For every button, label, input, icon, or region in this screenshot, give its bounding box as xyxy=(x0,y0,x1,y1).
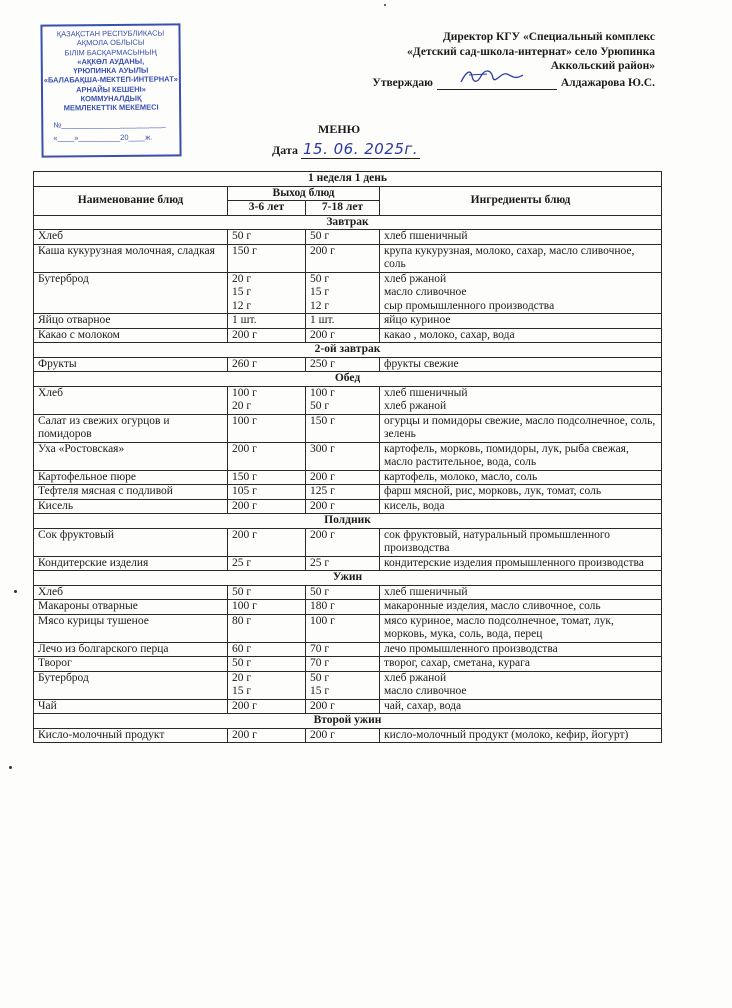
page-title: МЕНЮ xyxy=(318,122,361,136)
portion-7-18: 200 г xyxy=(310,499,335,512)
portion-3-6: 260 г xyxy=(232,357,257,370)
portion-3-6: 200 г xyxy=(232,442,257,455)
meal-section-row xyxy=(34,514,662,529)
menu-row xyxy=(34,614,662,642)
approval-header xyxy=(372,30,655,90)
portion-7-18: 50 г xyxy=(310,230,330,242)
meal-section-title: Завтрак xyxy=(34,215,662,230)
portion-3-6-cell xyxy=(228,699,306,714)
stamp-line: «АҚКӨЛ АУДАНЫ, xyxy=(77,56,145,67)
portion-3-6: 20 г xyxy=(232,671,252,684)
portion-3-6: 50 г xyxy=(232,657,252,669)
meal-section-title: Полдник xyxy=(34,514,662,529)
stamp-number-line: №_________________________ xyxy=(53,119,166,130)
portion-3-6-cell xyxy=(228,230,306,245)
ingredients: кондитерские изделия промышленного производства xyxy=(384,556,644,569)
ingredients-cell xyxy=(380,272,662,314)
ingredients-cell xyxy=(380,699,662,714)
header-line-3: Аккольский район» xyxy=(550,60,655,72)
ingredients: огурцы и помидоры свежие, масло подсолнечное, соль, зелень xyxy=(384,414,656,440)
dish-name: Творог xyxy=(34,657,228,672)
portion-7-18: 100 г xyxy=(310,614,335,627)
portion-7-18: 70 г xyxy=(310,657,330,669)
dish-name: Хлеб xyxy=(34,386,228,414)
dish-name: Картофельное пюре xyxy=(34,470,228,485)
ingredients: кисло-молочный продукт (молоко, кефир, йогурт) xyxy=(384,728,629,741)
ingredients: масло сливочное xyxy=(384,286,467,298)
ingredients: макаронные изделия, масло сливочное, соль xyxy=(384,600,601,612)
ingredients: хлеб ржаной xyxy=(384,671,447,684)
portion-7-18: 1 шт. xyxy=(310,314,335,326)
week-day-header: 1 неделя 1 день xyxy=(34,172,662,187)
stamp-line: ҮРЮПИНКА АУЫЛЫ xyxy=(73,65,149,76)
portion-7-18-cell xyxy=(306,386,380,414)
ingredients-cell xyxy=(380,642,662,657)
meal-section-title: 2-ой завтрак xyxy=(34,343,662,358)
dish-name: Лечо из болгарского перца xyxy=(34,642,228,657)
dish-name: Каша кукурузная молочная, сладкая xyxy=(34,244,228,272)
stamp-line: АРНАЙЫ КЕШЕНІ» xyxy=(76,84,146,95)
menu-row xyxy=(34,485,662,500)
portion-3-6-cell xyxy=(228,671,306,699)
menu-row xyxy=(34,728,662,743)
ingredients: лечо промышленного производства xyxy=(384,642,558,655)
portion-7-18: 50 г xyxy=(310,671,330,684)
portion-3-6: 200 г xyxy=(232,528,257,541)
dish-name: Тефтеля мясная с подливой xyxy=(34,485,228,500)
output-column-header: Выход блюд xyxy=(228,186,380,201)
portion-7-18: 200 г xyxy=(310,728,335,741)
portion-7-18-cell xyxy=(306,470,380,485)
menu-row xyxy=(34,556,662,571)
ingredients: яйцо куриное xyxy=(384,314,451,326)
portion-3-6-cell xyxy=(228,357,306,372)
stamp-date-line: «____»__________20____ж. xyxy=(53,132,153,143)
ingredients-cell xyxy=(380,414,662,442)
portion-3-6-cell xyxy=(228,528,306,556)
menu-table xyxy=(33,171,662,743)
portion-7-18-cell xyxy=(306,328,380,343)
portion-7-18: 200 г xyxy=(310,328,335,341)
portion-7-18-cell xyxy=(306,699,380,714)
meal-section-row xyxy=(34,343,662,358)
portion-7-18-cell xyxy=(306,499,380,514)
menu-row xyxy=(34,600,662,615)
ingredients-cell xyxy=(380,442,662,470)
dish-name: Уха «Ростовская» xyxy=(34,442,228,470)
portion-7-18: 125 г xyxy=(310,485,335,497)
dish-name: Макароны отварные xyxy=(34,600,228,615)
menu-row xyxy=(34,414,662,442)
ingredients-cell xyxy=(380,244,662,272)
portion-7-18: 200 г xyxy=(310,699,335,712)
dish-name: Сок фруктовый xyxy=(34,528,228,556)
menu-row xyxy=(34,699,662,714)
portion-7-18: 250 г xyxy=(310,357,335,370)
ingredients-cell xyxy=(380,528,662,556)
scan-speck xyxy=(14,590,17,593)
ingredients: хлеб ржаной xyxy=(384,400,447,412)
menu-row xyxy=(34,642,662,657)
menu-row xyxy=(34,314,662,329)
dish-name: Мясо курицы тушеное xyxy=(34,614,228,642)
dish-name: Салат из свежих огурцов и помидоров xyxy=(34,414,228,442)
approve-label: Утверждаю xyxy=(372,76,433,89)
portion-3-6: 150 г xyxy=(232,244,257,257)
portion-3-6: 150 г xyxy=(232,470,257,483)
portion-3-6: 200 г xyxy=(232,699,257,712)
dish-name: Хлеб xyxy=(34,230,228,245)
portion-3-6-cell xyxy=(228,642,306,657)
portion-7-18: 15 г xyxy=(310,286,330,298)
ingredients-cell xyxy=(380,470,662,485)
portion-3-6: 12 г xyxy=(232,299,252,312)
menu-row xyxy=(34,386,662,414)
portion-7-18: 50 г xyxy=(310,585,330,598)
portion-7-18-cell xyxy=(306,600,380,615)
dish-name: Фрукты xyxy=(34,357,228,372)
signature xyxy=(457,66,527,88)
ingredients-cell xyxy=(380,314,662,329)
portion-3-6: 80 г xyxy=(232,614,252,627)
portion-3-6-cell xyxy=(228,657,306,672)
portion-7-18: 12 г xyxy=(310,299,330,312)
meal-section-title: Обед xyxy=(34,372,662,387)
dish-column-header: Наименование блюд xyxy=(34,186,228,215)
portion-7-18-cell xyxy=(306,272,380,314)
scan-speck xyxy=(384,4,386,6)
date-value: 15. 06. 2025г. xyxy=(303,140,419,158)
official-stamp xyxy=(40,23,181,157)
portion-7-18: 200 г xyxy=(310,244,335,257)
portion-7-18: 150 г xyxy=(310,414,335,427)
portion-3-6: 1 шт. xyxy=(232,314,257,326)
portion-7-18: 300 г xyxy=(310,442,335,455)
menu-row xyxy=(34,499,662,514)
portion-7-18: 25 г xyxy=(310,556,330,569)
menu-row xyxy=(34,585,662,600)
ingredients: фарш мясной, рис, морковь, лук, томат, соль xyxy=(384,485,602,497)
portion-3-6-cell xyxy=(228,470,306,485)
approve-line xyxy=(372,76,655,91)
portion-7-18-cell xyxy=(306,244,380,272)
age-3-6-header: 3-6 лет xyxy=(228,201,306,216)
ingredients-cell xyxy=(380,386,662,414)
menu-row xyxy=(34,328,662,343)
portion-3-6: 20 г xyxy=(232,400,252,412)
portion-7-18-cell xyxy=(306,657,380,672)
portion-3-6-cell xyxy=(228,328,306,343)
ingredients: какао , молоко, сахар, вода xyxy=(384,328,515,341)
ingredients-cell xyxy=(380,585,662,600)
ingredients-cell xyxy=(380,485,662,500)
portion-3-6: 100 г xyxy=(232,600,257,612)
scan-speck xyxy=(9,766,12,769)
ingredients: сок фруктовый, натуральный промышленного производства xyxy=(384,528,611,554)
date-label: Дата xyxy=(272,143,298,157)
portion-7-18: 70 г xyxy=(310,642,330,655)
ingredients: картофель, молоко, масло, соль xyxy=(384,470,538,483)
portion-7-18: 15 г xyxy=(310,685,330,697)
dish-name: Кисель xyxy=(34,499,228,514)
meal-section-row xyxy=(34,215,662,230)
meal-section-row xyxy=(34,714,662,729)
ingredients: фрукты свежие xyxy=(384,357,459,370)
stamp-line: БІЛІМ БАСҚАРМАСЫНЫҢ xyxy=(64,47,157,57)
portion-3-6-cell xyxy=(228,728,306,743)
ingredients: картофель, морковь, помидоры, лук, рыба свежая, масло растительное, вода, соль xyxy=(384,442,629,468)
portion-7-18-cell xyxy=(306,442,380,470)
portion-3-6: 105 г xyxy=(232,485,257,497)
meal-section-title: Ужин xyxy=(34,571,662,586)
portion-7-18-cell xyxy=(306,485,380,500)
ingredients-column-header: Ингредиенты блюд xyxy=(380,186,662,215)
portion-3-6-cell xyxy=(228,272,306,314)
meal-section-row xyxy=(34,571,662,586)
menu-row xyxy=(34,244,662,272)
portion-3-6-cell xyxy=(228,442,306,470)
portion-7-18: 200 г xyxy=(310,470,335,483)
dish-name: Кондитерские изделия xyxy=(34,556,228,571)
menu-row xyxy=(34,272,662,314)
ingredients: чай, сахар, вода xyxy=(384,699,462,712)
ingredients-cell xyxy=(380,728,662,743)
ingredients-cell xyxy=(380,614,662,642)
stamp-line: АҚМОЛА ОБЛЫСЫ xyxy=(76,38,145,48)
portion-7-18-cell xyxy=(306,314,380,329)
ingredients-cell xyxy=(380,499,662,514)
portion-3-6: 200 г xyxy=(232,728,257,741)
ingredients-cell xyxy=(380,230,662,245)
ingredients: мясо куриное, масло подсолнечное, томат, лук, морковь, мука, соль, вода, перец xyxy=(384,614,614,640)
ingredients-cell xyxy=(380,556,662,571)
portion-3-6-cell xyxy=(228,485,306,500)
dish-name: Яйцо отварное xyxy=(34,314,228,329)
ingredients-cell xyxy=(380,357,662,372)
ingredients-cell xyxy=(380,671,662,699)
stamp-text xyxy=(42,28,179,113)
portion-7-18-cell xyxy=(306,728,380,743)
age-7-18-header: 7-18 лет xyxy=(306,201,380,216)
ingredients: хлеб пшеничный xyxy=(384,386,468,399)
menu-row xyxy=(34,671,662,699)
ingredients: сыр промышленного производства xyxy=(384,299,555,312)
menu-row xyxy=(34,442,662,470)
ingredients-cell xyxy=(380,328,662,343)
menu-row xyxy=(34,470,662,485)
portion-7-18-cell xyxy=(306,556,380,571)
portion-3-6: 50 г xyxy=(232,230,252,242)
portion-7-18: 200 г xyxy=(310,528,335,541)
portion-7-18: 50 г xyxy=(310,272,330,285)
ingredients: масло сливочное xyxy=(384,685,467,697)
portion-7-18: 100 г xyxy=(310,386,335,399)
portion-3-6: 15 г xyxy=(232,286,252,298)
portion-7-18-cell xyxy=(306,614,380,642)
dish-name: Хлеб xyxy=(34,585,228,600)
portion-7-18-cell xyxy=(306,642,380,657)
dish-name: Какао с молоком xyxy=(34,328,228,343)
portion-3-6: 20 г xyxy=(232,272,252,285)
portion-7-18-cell xyxy=(306,585,380,600)
ingredients: хлеб пшеничный xyxy=(384,585,468,598)
portion-3-6: 100 г xyxy=(232,414,257,427)
ingredients: кисель, вода xyxy=(384,499,445,512)
date-line xyxy=(272,140,420,158)
signature-line xyxy=(437,78,557,90)
dish-name: Кисло-молочный продукт xyxy=(34,728,228,743)
meal-section-row xyxy=(34,372,662,387)
portion-7-18-cell xyxy=(306,671,380,699)
portion-3-6: 15 г xyxy=(232,685,252,697)
header-line-1: Директор КГУ «Специальный комплекс xyxy=(442,31,655,43)
portion-3-6-cell xyxy=(228,414,306,442)
portion-7-18-cell xyxy=(306,414,380,442)
director-name: Алдажарова Ю.С. xyxy=(560,76,655,89)
menu-row xyxy=(34,657,662,672)
dish-name: Бутерброд xyxy=(34,671,228,699)
ingredients-cell xyxy=(380,600,662,615)
portion-7-18: 50 г xyxy=(310,400,330,412)
menu-row xyxy=(34,528,662,556)
portion-3-6-cell xyxy=(228,585,306,600)
portion-3-6-cell xyxy=(228,244,306,272)
dish-name: Чай xyxy=(34,699,228,714)
stamp-line: КОММУНАЛДЫҚ xyxy=(80,93,142,104)
menu-body xyxy=(34,215,662,743)
portion-3-6-cell xyxy=(228,314,306,329)
portion-3-6: 60 г xyxy=(232,642,252,655)
ingredients: крупа кукурузная, молоко, сахар, масло сливочное, соль xyxy=(384,244,635,270)
meal-section-title: Второй ужин xyxy=(34,714,662,729)
portion-3-6: 200 г xyxy=(232,328,257,341)
dish-name: Бутерброд xyxy=(34,272,228,314)
ingredients: хлеб пшеничный xyxy=(384,230,468,242)
stamp-line: «БАЛАБАҚША-МЕКТЕП-ИНТЕРНАТ» xyxy=(43,74,178,86)
portion-3-6: 200 г xyxy=(232,499,257,512)
portion-7-18-cell xyxy=(306,528,380,556)
portion-3-6-cell xyxy=(228,499,306,514)
portion-3-6: 25 г xyxy=(232,556,252,569)
portion-3-6-cell xyxy=(228,386,306,414)
menu-row xyxy=(34,357,662,372)
portion-7-18: 180 г xyxy=(310,600,335,612)
portion-7-18-cell xyxy=(306,357,380,372)
stamp-line: МЕМЛЕКЕТТІК МЕКЕМЕСІ xyxy=(63,102,159,113)
menu-row xyxy=(34,230,662,245)
ingredients: хлеб ржаной xyxy=(384,272,447,285)
portion-3-6-cell xyxy=(228,600,306,615)
portion-3-6: 50 г xyxy=(232,585,252,598)
header-line-2: «Детский сад-школа-интернат» село Урюпинка xyxy=(407,45,655,58)
ingredients-cell xyxy=(380,657,662,672)
ingredients: творог, сахар, сметана, курага xyxy=(384,657,530,669)
stamp-line: ҚАЗАҚСТАН РЕСПУБЛИКАСЫ xyxy=(56,28,165,39)
portion-7-18-cell xyxy=(306,230,380,245)
portion-3-6: 100 г xyxy=(232,386,257,399)
portion-3-6-cell xyxy=(228,614,306,642)
portion-3-6-cell xyxy=(228,556,306,571)
